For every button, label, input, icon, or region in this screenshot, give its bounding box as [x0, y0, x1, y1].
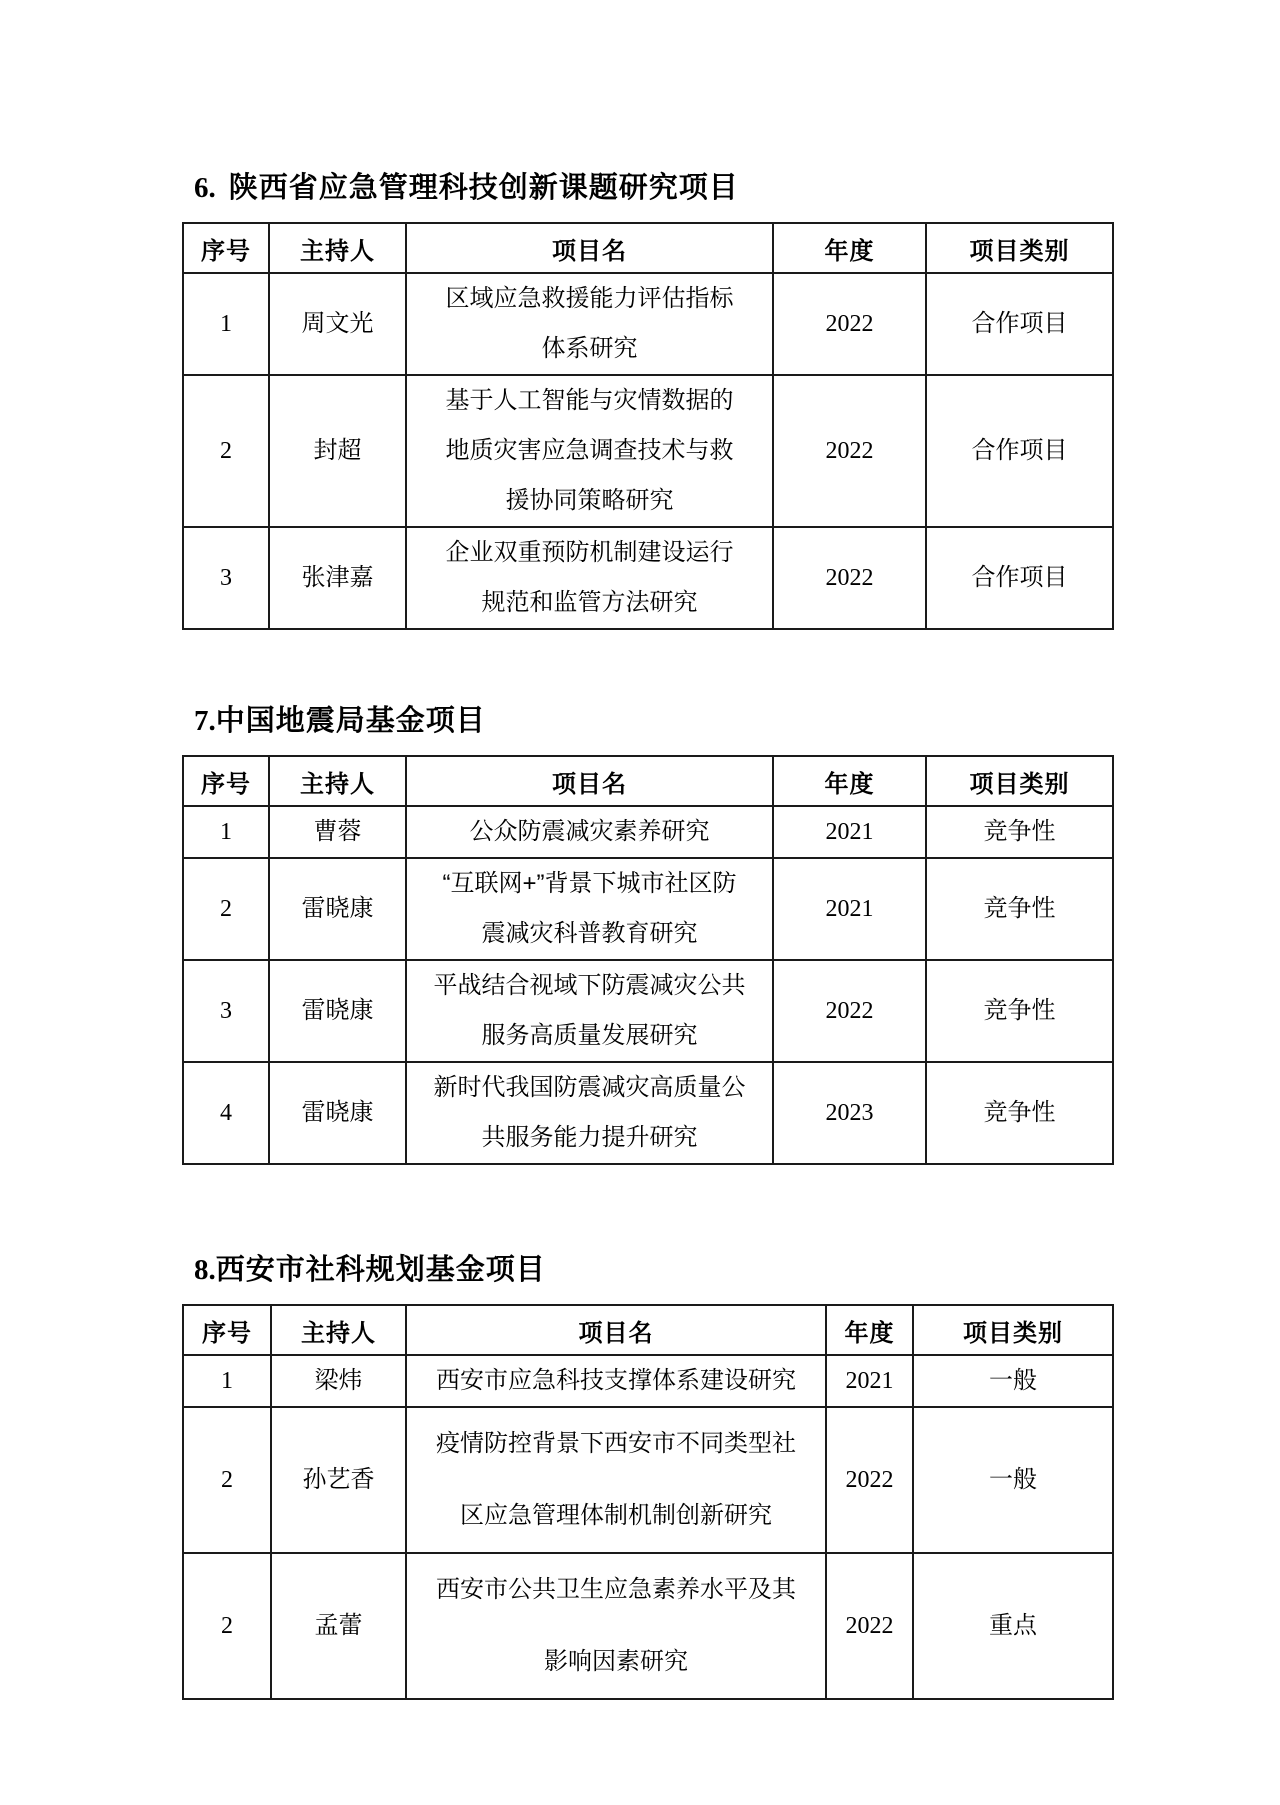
column-header-year: 年度 — [826, 1305, 913, 1355]
cell-no — [183, 1062, 269, 1164]
cell-category — [926, 273, 1113, 375]
text-line: 梁炜 — [314, 1367, 363, 1394]
text-line: 2021 — [825, 896, 874, 922]
cell-year — [773, 273, 926, 375]
cell-year — [826, 1553, 913, 1699]
text-line: 2022 — [845, 1467, 894, 1493]
cell-project — [406, 1062, 773, 1164]
cell-year — [773, 806, 926, 858]
text-line: “互联网+”背景下城市社区防 — [442, 870, 737, 897]
text-line: 2021 — [845, 1368, 894, 1394]
cell-category — [913, 1553, 1113, 1699]
text-line: 竞争性 — [983, 997, 1056, 1024]
section-7-heading-number: 7. — [194, 705, 216, 737]
text-line: 2022 — [825, 311, 874, 337]
cell-leader — [269, 527, 406, 629]
table-row — [183, 858, 1113, 960]
text-line: 合作项目 — [971, 310, 1068, 337]
text-line: 2022 — [825, 438, 874, 464]
text-line: 地质灾害应急调查技术与救 — [445, 437, 734, 464]
cell-no — [183, 1407, 271, 1553]
text-line: 西安市公共卫生应急素养水平及其 — [436, 1576, 796, 1603]
text-line: 孟蕾 — [314, 1612, 363, 1639]
column-header-category: 项目类别 — [926, 756, 1113, 806]
cell-no — [183, 1355, 271, 1407]
cell-category — [926, 1062, 1113, 1164]
cell-project — [406, 527, 773, 629]
text-line: 援协同策略研究 — [505, 487, 674, 514]
section-8-heading-number: 8. — [194, 1254, 216, 1286]
cell-category — [913, 1407, 1113, 1553]
cell-no — [183, 858, 269, 960]
column-header-leader: 主持人 — [271, 1305, 406, 1355]
column-header-project: 项目名 — [406, 756, 773, 806]
cell-no — [183, 806, 269, 858]
section-6-project-table — [182, 222, 1114, 630]
text-line: 1 — [220, 311, 232, 337]
text-line: 平战结合视域下防震减灾公共 — [433, 972, 746, 999]
section-6-heading-number: 6. — [194, 172, 216, 204]
section-8 — [182, 1252, 1280, 1700]
table-row — [183, 527, 1113, 629]
table-header-row — [183, 223, 1113, 273]
text-line: 2022 — [825, 565, 874, 591]
table-row — [183, 806, 1113, 858]
text-line: 影响因素研究 — [544, 1648, 688, 1675]
cell-project — [406, 273, 773, 375]
text-line: 2 — [221, 1613, 233, 1639]
text-line: 2023 — [825, 1100, 874, 1126]
table-header-row — [183, 1305, 1113, 1355]
table-body — [183, 273, 1113, 629]
column-header-project: 项目名 — [406, 223, 773, 273]
cell-project — [406, 1355, 826, 1407]
cell-category — [926, 858, 1113, 960]
column-header-year: 年度 — [773, 756, 926, 806]
cell-project — [406, 1407, 826, 1553]
table-row — [183, 1355, 1113, 1407]
text-line: 合作项目 — [971, 437, 1068, 464]
section-gap — [182, 1165, 1280, 1252]
text-line: 2022 — [825, 998, 874, 1024]
table-row — [183, 1407, 1113, 1553]
table-body — [183, 806, 1113, 1164]
cell-year — [826, 1355, 913, 1407]
text-line: 曹蓉 — [313, 818, 362, 845]
text-line: 共服务能力提升研究 — [481, 1124, 698, 1151]
section-7 — [182, 703, 1280, 1252]
text-line: 竞争性 — [983, 818, 1056, 845]
column-header-leader: 主持人 — [269, 223, 406, 273]
column-header-no: 序号 — [183, 1305, 271, 1355]
table-row — [183, 960, 1113, 1062]
table-row — [183, 273, 1113, 375]
text-line: 封超 — [313, 437, 362, 464]
table-body — [183, 1355, 1113, 1699]
cell-year — [773, 960, 926, 1062]
cell-no — [183, 960, 269, 1062]
text-line: 孙艺香 — [302, 1466, 375, 1493]
section-8-project-table — [182, 1304, 1114, 1700]
text-line: 公众防震减灾素养研究 — [469, 818, 710, 845]
text-line: 西安市应急科技支撑体系建设研究 — [436, 1367, 796, 1394]
table-row — [183, 1553, 1113, 1699]
text-line: 体系研究 — [541, 335, 638, 362]
cell-leader — [269, 375, 406, 527]
text-line: 张津嘉 — [301, 564, 374, 591]
cell-leader — [269, 273, 406, 375]
text-line: 雷晓康 — [301, 1099, 374, 1126]
cell-leader — [269, 858, 406, 960]
text-line: 规范和监管方法研究 — [481, 589, 698, 616]
cell-project — [406, 858, 773, 960]
text-line: 3 — [220, 998, 232, 1024]
text-line: 雷晓康 — [301, 997, 374, 1024]
section-6 — [182, 170, 1280, 703]
cell-leader — [269, 960, 406, 1062]
cell-no — [183, 1553, 271, 1699]
cell-leader — [269, 1062, 406, 1164]
text-line: 2 — [220, 896, 232, 922]
cell-category — [926, 375, 1113, 527]
text-line: 区域应急救援能力评估指标 — [445, 285, 734, 312]
cell-category — [926, 527, 1113, 629]
text-line: 新时代我国防震减灾高质量公 — [433, 1074, 746, 1101]
cell-no — [183, 527, 269, 629]
text-line: 2021 — [825, 819, 874, 845]
cell-year — [773, 1062, 926, 1164]
text-line: 3 — [220, 565, 232, 591]
cell-leader — [269, 806, 406, 858]
cell-year — [773, 527, 926, 629]
text-line: 雷晓康 — [301, 895, 374, 922]
section-7-project-table — [182, 755, 1114, 1165]
text-line: 2 — [220, 438, 232, 464]
cell-year — [773, 858, 926, 960]
text-line: 2 — [221, 1467, 233, 1493]
table-row — [183, 375, 1113, 527]
column-header-category: 项目类别 — [913, 1305, 1113, 1355]
cell-no — [183, 375, 269, 527]
cell-year — [773, 375, 926, 527]
text-line: 区应急管理体制机制创新研究 — [460, 1502, 772, 1529]
text-line: 1 — [221, 1368, 233, 1394]
column-header-year: 年度 — [773, 223, 926, 273]
section-7-heading — [182, 703, 1280, 739]
text-line: 震减灾科普教育研究 — [481, 920, 698, 947]
table-header-row — [183, 756, 1113, 806]
text-line: 重点 — [989, 1612, 1037, 1639]
text-line: 疫情防控背景下西安市不同类型社 — [436, 1430, 796, 1457]
section-8-heading — [182, 1252, 1280, 1288]
cell-leader — [271, 1553, 406, 1699]
cell-project — [406, 960, 773, 1062]
text-line: 服务高质量发展研究 — [481, 1022, 698, 1049]
text-line: 周文光 — [301, 310, 374, 337]
column-header-leader: 主持人 — [269, 756, 406, 806]
text-line: 2022 — [845, 1613, 894, 1639]
cell-category — [926, 960, 1113, 1062]
text-line: 竞争性 — [983, 1099, 1056, 1126]
cell-project — [406, 806, 773, 858]
text-line: 企业双重预防机制建设运行 — [445, 539, 734, 566]
text-line: 合作项目 — [971, 564, 1068, 591]
section-6-heading — [182, 170, 1280, 206]
column-header-project: 项目名 — [406, 1305, 826, 1355]
column-header-category: 项目类别 — [926, 223, 1113, 273]
column-header-no: 序号 — [183, 756, 269, 806]
text-line: 1 — [220, 819, 232, 845]
section-gap — [182, 630, 1280, 703]
cell-project — [406, 1553, 826, 1699]
cell-no — [183, 273, 269, 375]
cell-project — [406, 375, 773, 527]
text-line: 一般 — [989, 1367, 1037, 1394]
table-row — [183, 1062, 1113, 1164]
cell-leader — [271, 1407, 406, 1553]
section-8-heading-title: 西安市社科规划基金项目 — [215, 1254, 546, 1286]
cell-category — [926, 806, 1113, 858]
section-7-heading-title: 中国地震局基金项目 — [215, 705, 486, 737]
cell-category — [913, 1355, 1113, 1407]
text-line: 竞争性 — [983, 895, 1056, 922]
text-line: 一般 — [989, 1466, 1037, 1493]
text-line: 4 — [220, 1100, 232, 1126]
text-line: 基于人工智能与灾情数据的 — [445, 387, 734, 414]
cell-leader — [271, 1355, 406, 1407]
column-header-no: 序号 — [183, 223, 269, 273]
cell-year — [826, 1407, 913, 1553]
section-6-heading-title: 陕西省应急管理科技创新课题研究项目 — [228, 172, 739, 204]
